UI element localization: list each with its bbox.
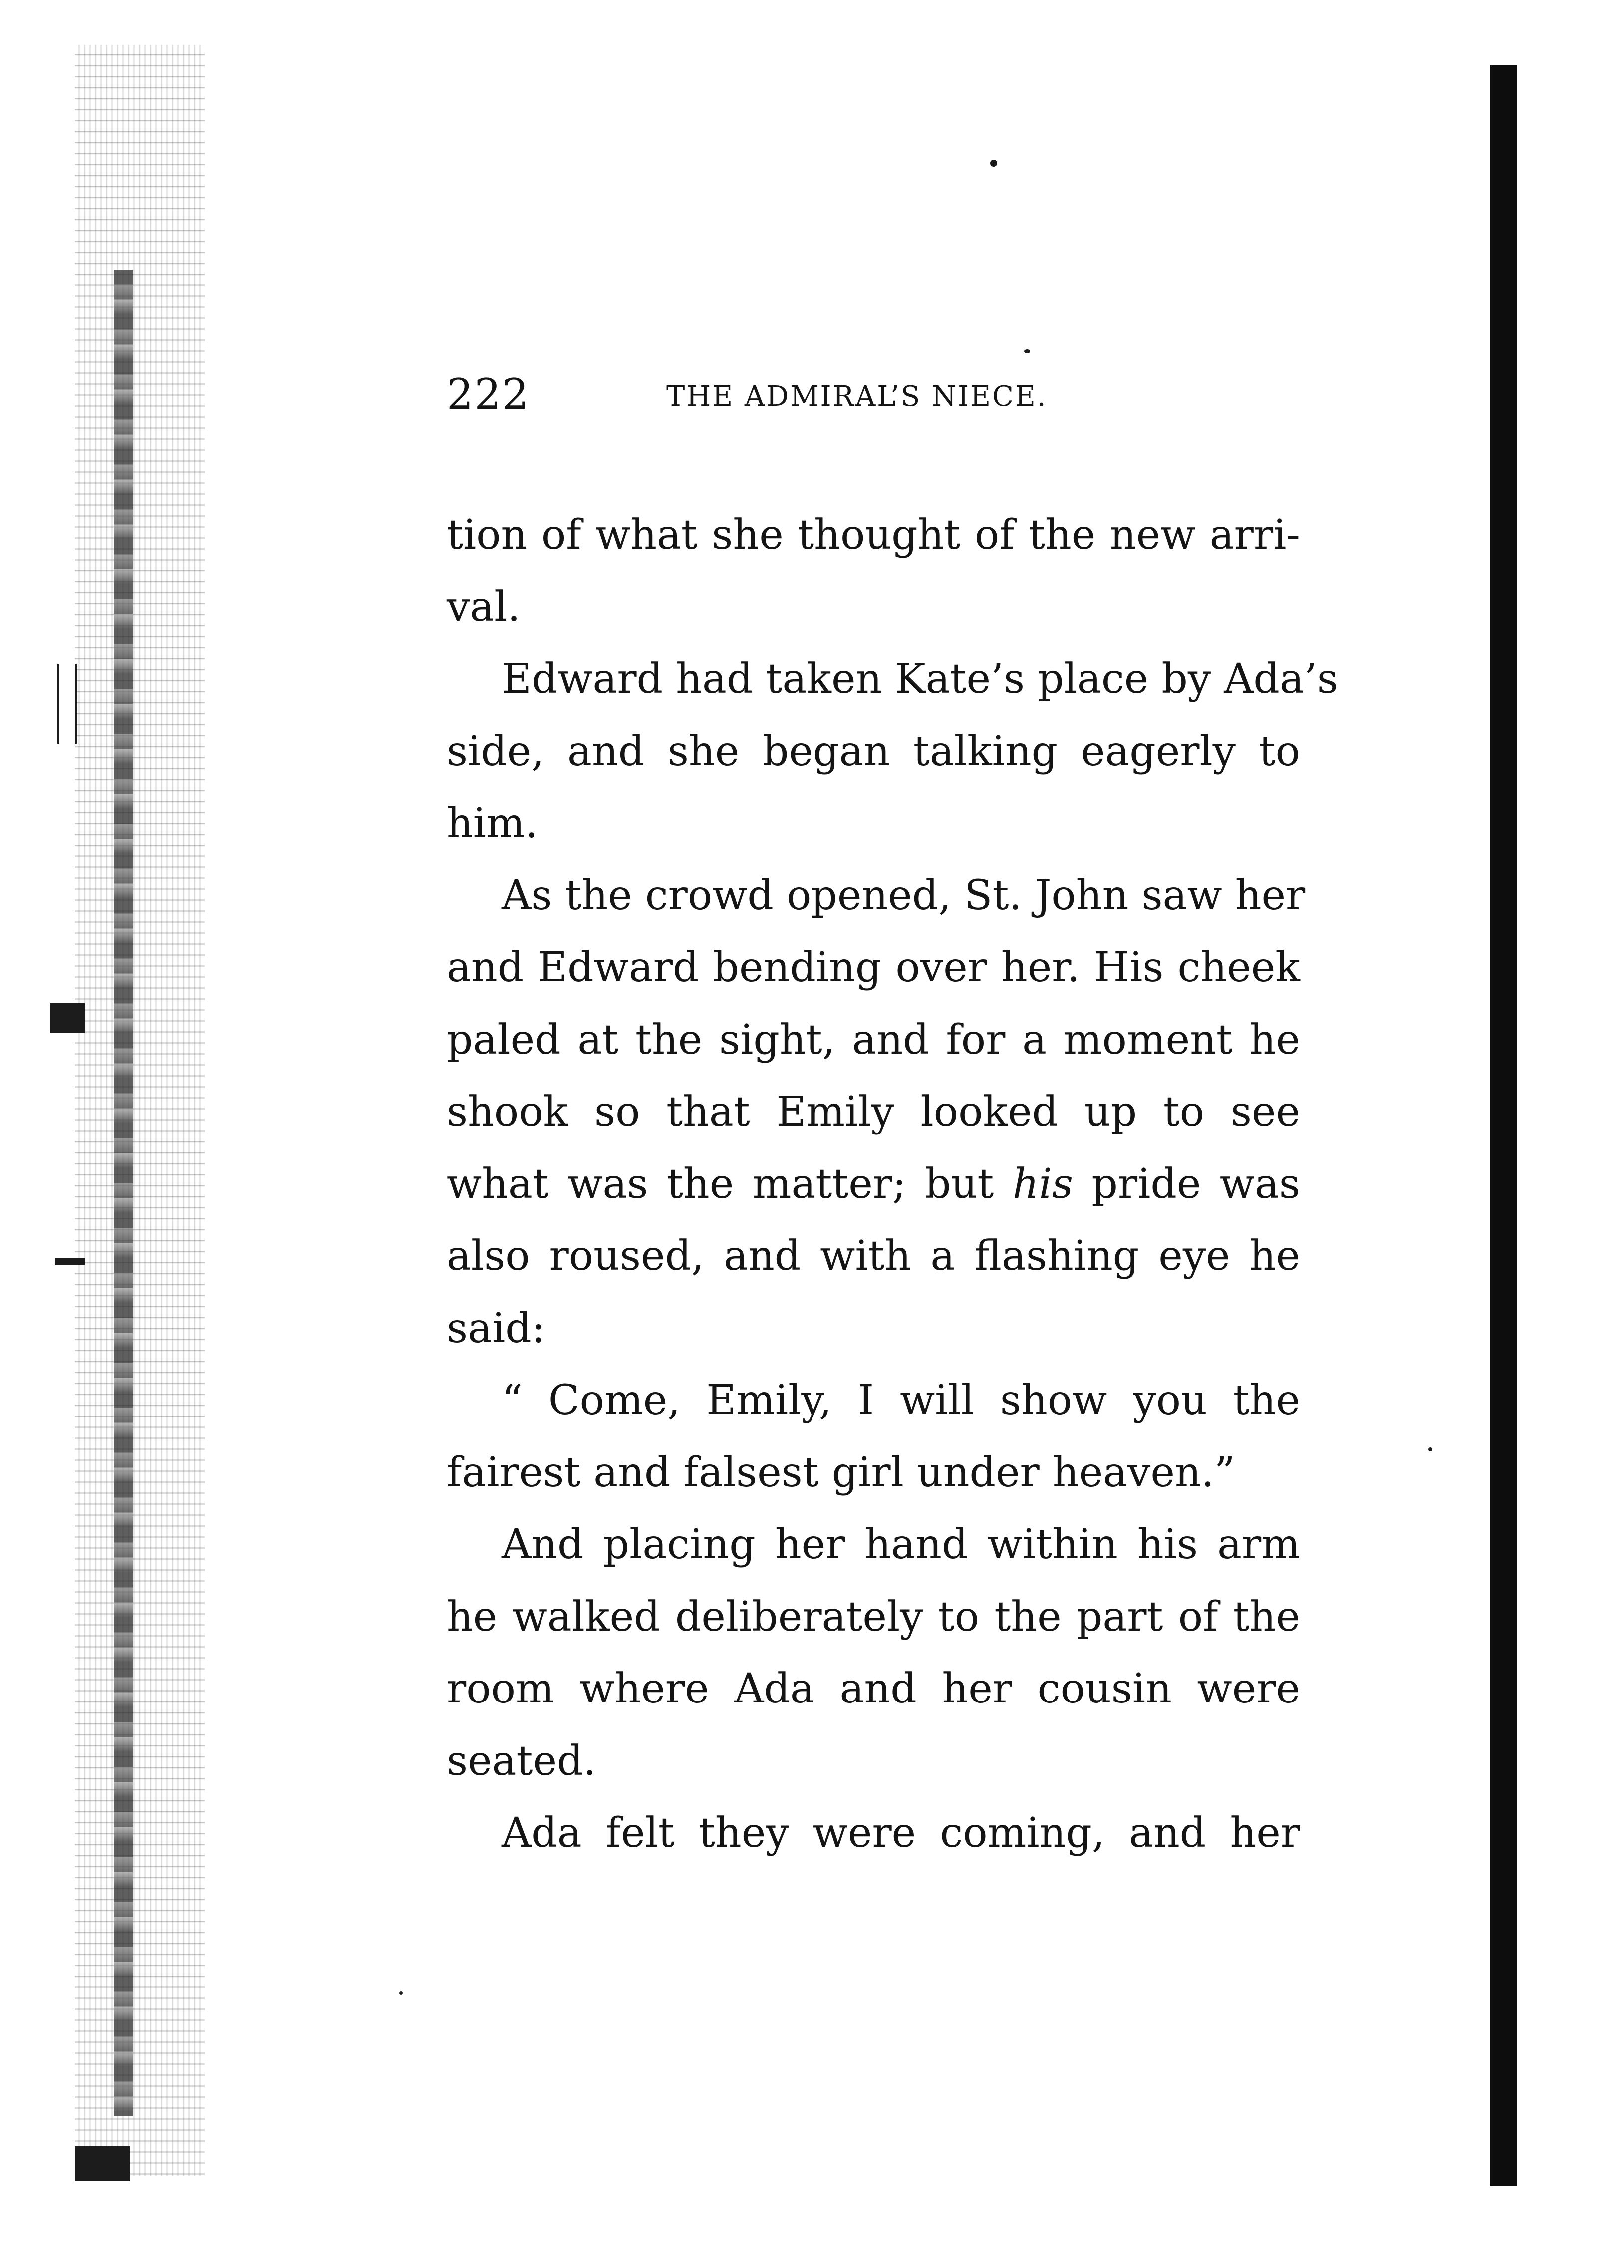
text-line: And placing her hand within his arm — [502, 1521, 1300, 1568]
binding-mark — [75, 664, 77, 744]
text-line-mixed — [447, 1148, 1300, 1221]
text-line: room where Ada and her cousin were — [447, 1665, 1300, 1712]
text-line: side, and she began talking eagerly to — [447, 727, 1300, 775]
text-run: what was the matter; but — [447, 1160, 1013, 1208]
text-line: and Edward bending over her. His cheek — [447, 944, 1300, 991]
binding-mark — [50, 1003, 85, 1033]
text-line: seated. — [447, 1737, 596, 1785]
text-line: val. — [447, 583, 521, 631]
body-text — [447, 499, 1338, 1870]
scan-speck — [1428, 1447, 1432, 1451]
text-line: said: — [447, 1304, 545, 1352]
text-line: fairest and falsest girl under heaven.” — [447, 1448, 1235, 1496]
text-line: “ Come, Emily, I will show you the — [502, 1377, 1300, 1424]
text-line: tion of what she thought of the new arri- — [447, 511, 1300, 559]
binding-mark — [57, 664, 59, 744]
text-line: him. — [447, 800, 538, 847]
page-number: 222 — [447, 370, 530, 419]
binding-mark — [55, 1258, 85, 1265]
text-line: Ada felt they were coming, and her — [502, 1809, 1300, 1857]
text-line: he walked deliberately to the part of the — [447, 1593, 1300, 1641]
binding-edge-scan — [75, 45, 205, 2176]
binding-edge-shadow — [114, 270, 133, 2116]
binding-mark — [75, 2146, 130, 2181]
scan-right-border — [1490, 65, 1517, 2186]
scan-speck — [990, 160, 997, 167]
page-header — [447, 367, 1295, 422]
text-line: paled at the sight, and for a moment he — [447, 1016, 1300, 1064]
running-head: THE ADMIRAL’S NIECE. — [666, 380, 1048, 413]
text-line: Edward had taken Kate’s place by Ada’s — [502, 655, 1338, 703]
scan-speck — [399, 1991, 403, 1995]
text-line: shook so that Emily looked up to see — [447, 1088, 1300, 1135]
text-run: pride was — [1073, 1160, 1300, 1208]
italic-emphasis: his — [1012, 1160, 1073, 1208]
text-line: also roused, and with a flashing eye he — [447, 1232, 1300, 1280]
scan-speck — [1024, 349, 1030, 353]
text-line: As the crowd opened, St. John saw her — [502, 871, 1306, 919]
